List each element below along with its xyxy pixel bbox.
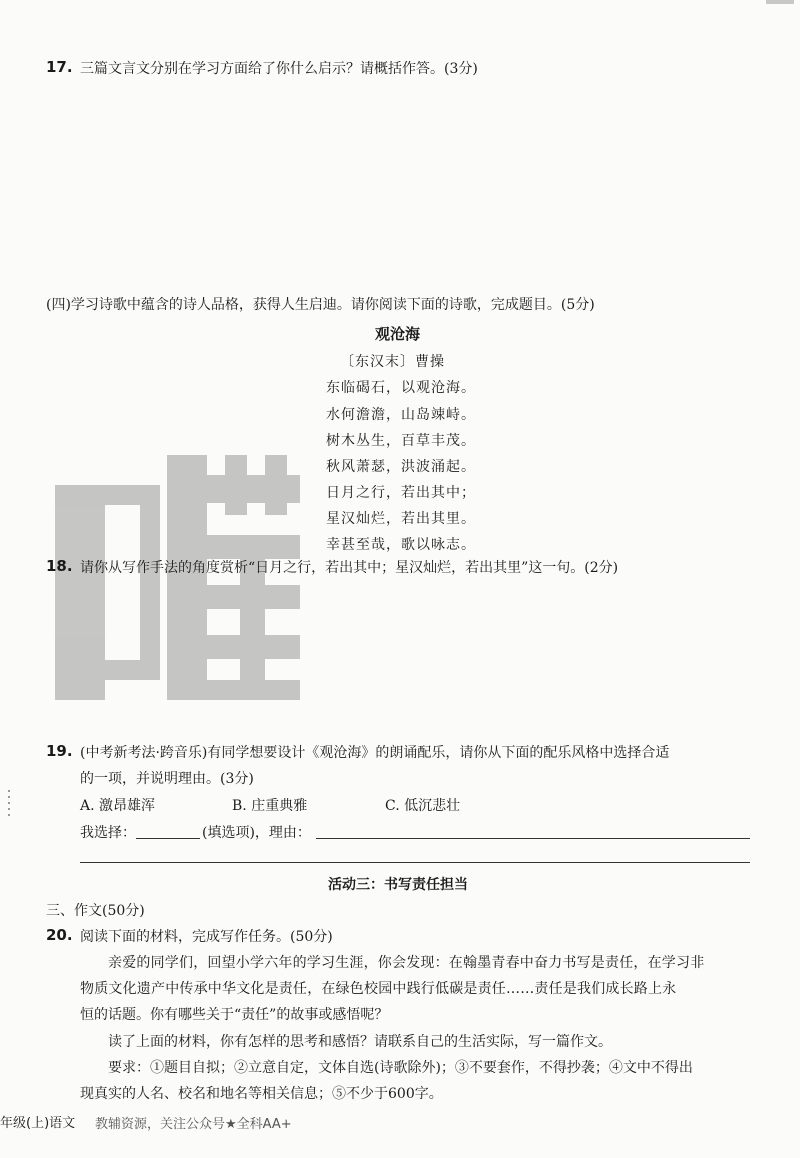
poem-author: 〔东汉末〕曹操 — [340, 354, 445, 370]
choice-label: 我选择： — [80, 825, 136, 841]
section3-heading: 三、作文(50分) — [46, 903, 145, 919]
footer-grade-label: 年级(上)语文 — [0, 1116, 76, 1131]
q19-number: 19. — [46, 742, 73, 760]
poem-title: 观沧海 — [375, 325, 421, 343]
choice-hint: (填选项)，理由： — [202, 825, 311, 841]
material-line: 恒的话题。你有哪些关于“责任”的故事或感悟呢？ — [80, 1007, 389, 1023]
watermark-stamp — [55, 455, 300, 700]
q20-text: 阅读下面的材料，完成写作任务。(50分) — [80, 929, 333, 945]
section4-heading: (四)学习诗歌中蕴含的诗人品格，获得人生启迪。请你阅读下面的诗歌，完成题目。(5分) — [46, 297, 595, 313]
footer-watermark: 教辅资源，关注公众号★全科AA+ — [95, 1117, 292, 1132]
q18-text: 请你从写作手法的角度赏析“日月之行，若出其中；星汉灿烂，若出其里”这一句。(2分) — [80, 560, 619, 576]
poem-line: 秋风萧瑟，洪波涌起。 — [326, 459, 476, 475]
scan-edge-mark — [766, 0, 794, 4]
q20-prompt: 读了上面的材料，你有怎样的思考和感悟？请联系自己的生活实际，写一篇作文。 — [108, 1034, 612, 1050]
poem-line: 树木丛生，百草丰茂。 — [326, 433, 476, 449]
q18-number: 18. — [46, 557, 73, 575]
margin-dots — [8, 790, 10, 818]
material-line: 物质文化遗产中传承中华文化是责任，在绿色校园中践行低碳是责任……责任是我们成长路上永 — [80, 981, 677, 997]
poem-line: 东临碣石，以观沧海。 — [326, 380, 476, 396]
poem-line: 日月之行，若出其中； — [326, 485, 476, 501]
poem-line: 水何澹澹，山岛竦峙。 — [326, 407, 476, 423]
q20-number: 20. — [46, 926, 73, 944]
q19-text-line1: (中考新考法·跨音乐)有同学想要设计《观沧海》的朗诵配乐，请你从下面的配乐风格中选择合适 — [80, 745, 670, 761]
q20-requirements-line2: 现真实的人名、校名和地名等相关信息；⑤不少于600字。 — [80, 1086, 443, 1102]
choice-blank[interactable] — [136, 838, 200, 839]
q17-text: 三篇文言文分别在学习方面给了你什么启示？请概括作答。(3分) — [80, 61, 478, 77]
q19-text-line2: 的一项，并说明理由。(3分) — [80, 771, 254, 787]
q20-requirements-line1: 要求：①题目自拟；②立意自定，文体自选(诗歌除外)；③不要套作，不得抄袭；④文中不得出 — [108, 1060, 693, 1076]
poem-line: 星汉灿烂，若出其里。 — [326, 511, 476, 527]
activity3-title: 活动三：书写责任担当 — [328, 877, 468, 893]
reason-blank-line2[interactable] — [80, 862, 750, 863]
reason-blank[interactable] — [316, 838, 750, 839]
option-c: C. 低沉悲壮 — [385, 798, 461, 814]
poem-line: 幸甚至哉，歌以咏志。 — [326, 537, 476, 553]
q17-number: 17. — [46, 58, 73, 76]
option-a: A. 激昂雄浑 — [80, 798, 156, 814]
option-b: B. 庄重典雅 — [232, 798, 308, 814]
material-line: 亲爱的同学们，回望小学六年的学习生涯，你会发现：在翰墨青春中奋力书写是责任，在学习非 — [108, 955, 705, 971]
